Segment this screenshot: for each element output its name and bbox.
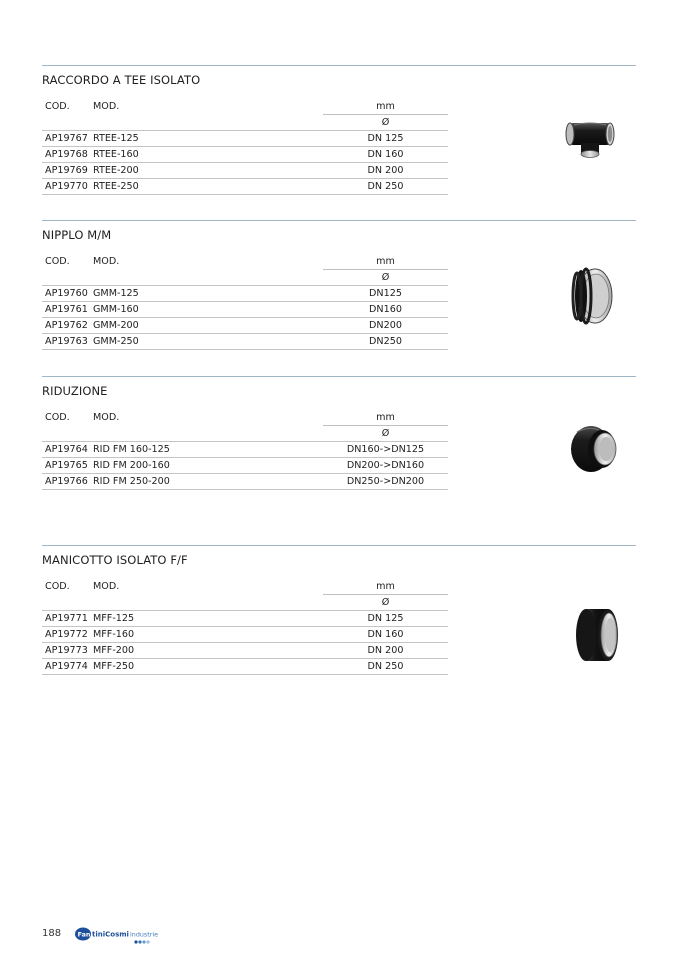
cell-cod: AP19762 [42,318,93,334]
table-row [42,179,448,195]
table-row [42,442,448,458]
col-header-mod: MOD. [93,412,120,424]
tee-fitting-image [564,115,616,161]
section-title: NIPPLO M/M [42,228,112,242]
table-header [42,579,448,595]
logo-suffix: industrie [130,930,159,939]
section-raccordo-tee [42,65,636,205]
cell-mod: MFF-200 [93,643,323,659]
cell-cod: AP19760 [42,286,93,302]
cell-cod: AP19763 [42,334,93,350]
table-subheader [42,115,448,131]
diameter-symbol: Ø [323,270,448,286]
cell-cod: AP19771 [42,611,93,627]
cell-dim: DN200->DN160 [323,458,448,474]
section-divider [42,545,636,546]
table-header [42,99,448,115]
cell-mod: RID FM 160-125 [93,442,323,458]
cell-mod: MFF-250 [93,659,323,675]
col-header-mod: MOD. [93,581,120,593]
cell-cod: AP19774 [42,659,93,675]
cell-dim: DN160 [323,302,448,318]
cell-dim: DN250->DN200 [323,474,448,490]
cell-mod: RID FM 200-160 [93,458,323,474]
col-header-cod: COD. [45,256,70,268]
table-row [42,302,448,318]
col-header-cod: COD. [45,581,70,593]
col-header-cod: COD. [45,101,70,113]
section-divider [42,220,636,221]
cell-cod: AP19767 [42,131,93,147]
table-row [42,611,448,627]
cell-dim: DN 125 [323,611,448,627]
cell-dim: DN 160 [323,147,448,163]
cell-dim: DN 160 [323,627,448,643]
cell-mod: RTEE-200 [93,163,323,179]
reducer-fitting-image [569,424,621,474]
cell-dim: DN200 [323,318,448,334]
table-row [42,643,448,659]
col-header-unit: mm [376,581,395,592]
table-subheader [42,270,448,286]
fantinicosmi-logo [75,927,159,945]
col-header-unit: mm [376,412,395,423]
cell-mod: GMM-125 [93,286,323,302]
cell-cod: AP19764 [42,442,93,458]
diameter-symbol: Ø [323,115,448,131]
cell-cod: AP19765 [42,458,93,474]
table-row [42,286,448,302]
cell-mod: RTEE-125 [93,131,323,147]
col-header-cod: COD. [45,412,70,424]
table-row [42,458,448,474]
cell-dim: DN250 [323,334,448,350]
table-row [42,147,448,163]
product-table [42,579,448,675]
cell-dim: DN125 [323,286,448,302]
col-header-unit: mm [376,256,395,267]
cell-cod: AP19761 [42,302,93,318]
cell-dim: DN 200 [323,163,448,179]
table-row [42,318,448,334]
col-header-mod: MOD. [93,101,120,113]
product-table [42,254,448,350]
logo-prefix: Fan [77,930,91,939]
cell-cod: AP19773 [42,643,93,659]
cell-cod: AP19769 [42,163,93,179]
section-nipplo [42,220,636,360]
page-number: 188 [42,928,62,939]
cell-dim: DN160->DN125 [323,442,448,458]
table-row [42,163,448,179]
table-row [42,659,448,675]
cell-mod: MFF-125 [93,611,323,627]
cell-mod: RID FM 250-200 [93,474,323,490]
section-manicotto [42,545,636,685]
cell-mod: RTEE-250 [93,179,323,195]
cell-cod: AP19770 [42,179,93,195]
table-header [42,410,448,426]
cell-mod: GMM-250 [93,334,323,350]
table-row [42,131,448,147]
section-title: RACCORDO A TEE ISOLATO [42,73,201,87]
table-row [42,474,448,490]
nipple-fitting-image [569,266,617,326]
logo-main: tiniCosmi [92,930,129,939]
cell-mod: MFF-160 [93,627,323,643]
cell-dim: DN 250 [323,659,448,675]
table-row [42,627,448,643]
section-title: RIDUZIONE [42,384,108,398]
diameter-symbol: Ø [323,595,448,611]
cell-mod: RTEE-160 [93,147,323,163]
diameter-symbol: Ø [323,426,448,442]
cell-dim: DN 250 [323,179,448,195]
cell-mod: GMM-200 [93,318,323,334]
cell-dim: DN 200 [323,643,448,659]
coupling-sleeve-image [572,605,620,665]
table-row [42,334,448,350]
table-header [42,254,448,270]
cell-dim: DN 125 [323,131,448,147]
col-header-mod: MOD. [93,256,120,268]
table-subheader [42,595,448,611]
cell-mod: GMM-160 [93,302,323,318]
section-title: MANICOTTO ISOLATO F/F [42,553,188,567]
section-riduzione [42,376,636,506]
product-table [42,410,448,490]
cell-cod: AP19772 [42,627,93,643]
section-divider [42,65,636,66]
col-header-unit: mm [376,101,395,112]
cell-cod: AP19766 [42,474,93,490]
product-table [42,99,448,195]
cell-cod: AP19768 [42,147,93,163]
section-divider [42,376,636,377]
table-subheader [42,426,448,442]
